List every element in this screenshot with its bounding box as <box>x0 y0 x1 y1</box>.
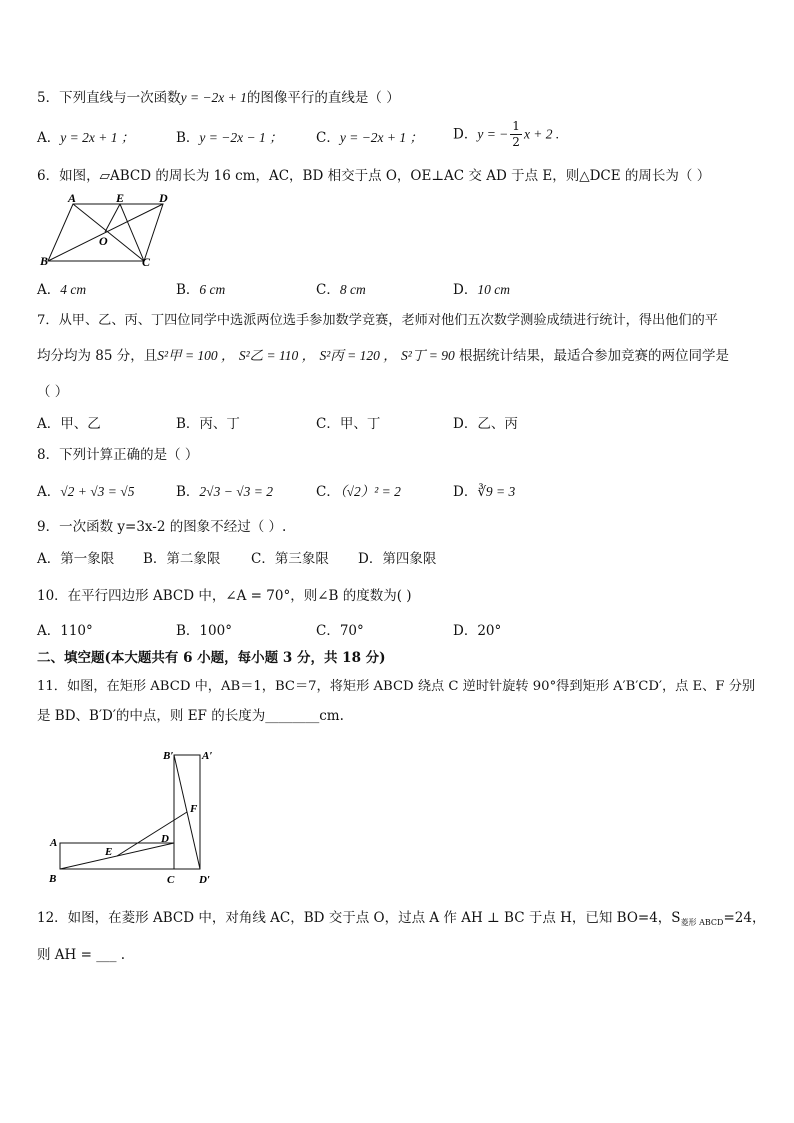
q8-stem: 8．下列计算正确的是（ ） <box>37 447 199 463</box>
q11-answer-blank: ________ <box>265 708 320 724</box>
q8-option-a[interactable]: A．√2 + √3 = √5 <box>37 484 135 500</box>
q9-option-c[interactable]: C．第三象限 <box>251 551 329 567</box>
q7-variance-jia: S²甲 = 100 ， <box>157 348 235 363</box>
q5-stem: 5．下列直线与一次函数y = −2x + 1的图像平行的直线是（ ） <box>37 90 400 106</box>
q11-line2: 是 BD、B′D′的中点，则 EF 的长度为________cm. <box>37 708 344 724</box>
q6-stem: 6．如图，▱ABCD 的周长为 16 cm，AC，BD 相交于点 O，OE⊥AC 交 AD 于点 E，则△DCE 的周长为（ ） <box>37 168 711 184</box>
q7-line2: 均分均为 85 分，且S²甲 = 100 ， S²乙 = 110 ， S²丙 = 120 ， S²丁 = 90 根据统计结果，最适合参加竞赛的两位同学是 <box>37 348 729 364</box>
q9-option-b[interactable]: B．第二象限 <box>143 551 221 567</box>
q6-option-a[interactable]: A．4 cm <box>37 282 87 298</box>
q6-option-b[interactable]: B．6 cm <box>176 282 226 298</box>
fig11-label-a: A <box>50 837 58 849</box>
q9-stem: 9．一次函数 y=3x-2 的图象不经过（ ）. <box>37 519 287 535</box>
fig11-label-e: E <box>105 846 113 858</box>
q9-option-a[interactable]: A．第一象限 <box>37 551 115 567</box>
q5-option-d[interactable]: D．y = − $\frac{1}{2}$ x + 2 . <box>453 119 560 149</box>
fig11-label-d-prime: D′ <box>199 874 211 886</box>
q7-option-c[interactable]: C．甲、丁 <box>316 416 381 432</box>
section2-title: 二、填空题(本大题共有 6 小题，每小题 3 分，共 18 分) <box>37 650 386 666</box>
q10-stem: 10．在平行四边形 ABCD 中，∠A = 70°，则∠B 的度数为( ) <box>37 588 412 604</box>
fig11-label-c: C <box>167 874 175 886</box>
q7-option-d[interactable]: D．乙、丙 <box>453 416 518 432</box>
q12-line2: 则 AH = ___ . <box>37 947 126 963</box>
q7-variance-ding: S²丁 = 90 <box>401 348 455 363</box>
q12-area-subscript: 菱形 ABCD <box>680 918 724 927</box>
fig6-label-b: B <box>40 254 49 268</box>
fig11-label-b-prime: B′ <box>163 750 174 762</box>
q7-line3: （ ） <box>37 384 69 400</box>
q11-line1: 11．如图，在矩形 ABCD 中，AB＝1，BC＝7，将矩形 ABCD 绕点 C 逆时针旋转 90°得到矩形 A′B′CD′，点 E、F 分别 <box>37 679 756 694</box>
q6-option-c[interactable]: C．8 cm <box>316 282 366 298</box>
q8-option-d[interactable]: D．∛9 = 3 <box>453 484 516 500</box>
q6-parallelogram-figure <box>38 193 178 269</box>
q5-option-a[interactable]: A．y = 2x + 1 ； <box>37 130 135 146</box>
fig11-label-d: D <box>161 833 169 845</box>
fig11-label-a-prime: A′ <box>202 750 213 762</box>
q7-line1: 7．从甲、乙、丙、丁四位同学中选派两位选手参加数学竞赛，老师对他们五次数学测验成绩进行统计，得出他们的平 <box>37 313 718 328</box>
q5-option-b[interactable]: B．y = −2x − 1 ； <box>176 130 283 146</box>
q9-option-d[interactable]: D．第四象限 <box>358 551 437 567</box>
q7-option-a[interactable]: A．甲、乙 <box>37 416 101 432</box>
fig11-label-b: B <box>49 873 57 885</box>
fig6-label-d: D <box>159 193 168 205</box>
q10-option-d[interactable]: D．20° <box>453 623 502 639</box>
q7-variance-yi: S²乙 = 110 ， <box>238 348 316 363</box>
fig6-label-c: C <box>142 255 151 269</box>
q5-function: y = −2x + 1 <box>180 90 247 105</box>
q10-option-c[interactable]: C．70° <box>316 623 364 639</box>
q10-option-b[interactable]: B．100° <box>176 623 232 639</box>
fig11-label-f: F <box>190 803 198 815</box>
q8-option-b[interactable]: B．2√3 − √3 = 2 <box>176 484 273 500</box>
q5-option-c[interactable]: C．y = −2x + 1 ； <box>316 130 424 146</box>
q11-rectangle-rotation-figure <box>44 745 224 890</box>
q6-option-d[interactable]: D．10 cm <box>453 282 510 298</box>
q7-option-b[interactable]: B．丙、丁 <box>176 416 240 432</box>
q5-fraction: $\frac{1}{2}$ <box>512 119 520 149</box>
q7-variance-bing: S²丙 = 120 ， <box>319 348 397 363</box>
q10-option-a[interactable]: A．110° <box>37 623 93 639</box>
fig6-label-e: E <box>116 193 125 205</box>
fig6-label-o: O <box>99 234 108 248</box>
fig6-label-a: A <box>68 193 77 205</box>
q12-line1: 12．如图，在菱形 ABCD 中，对角线 AC，BD 交于点 O，过点 A 作 AH ⊥ BC 于点 H，已知 BO=4，$S_{菱形 ABCD}=24$， <box>37 910 766 927</box>
q8-option-c[interactable]: C．（√2）² = 2 <box>316 484 401 500</box>
